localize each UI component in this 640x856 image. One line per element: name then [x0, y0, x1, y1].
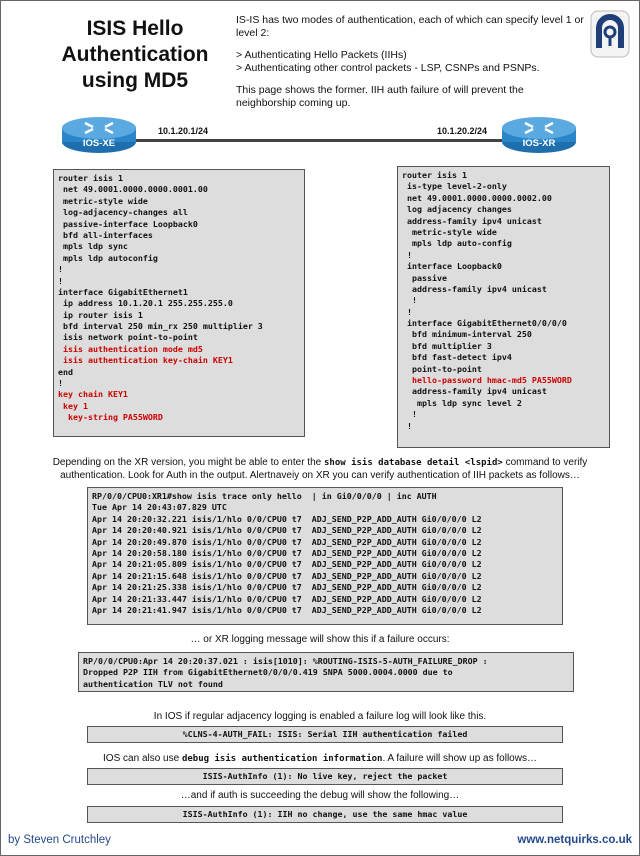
code-line: RP/0/0/CPU0:Apr 14 20:20:37.021 : isis[1010]: %ROUTING-ISIS-5-AUTH_FAILURE_DROP : [83, 656, 488, 666]
code-line: authentication TLV not found [83, 678, 223, 689]
code-line: address-family ipv4 unicast [402, 283, 547, 294]
code-line: passive [402, 272, 447, 283]
paragraph-xr-logging: … or XR logging message will show this if a failure occurs: [190, 634, 450, 645]
code-line: ip router isis 1 [58, 309, 143, 320]
code-line: interface Loopback0 [402, 261, 502, 272]
code-line: is-type level-2-only [402, 181, 507, 192]
netquirks-logo-icon [590, 10, 630, 58]
ios-log-box: %CLNS-4-AUTH_FAIL: ISIS: Serial IIH authentication failed [87, 726, 563, 743]
paragraph-xr-verify-pre: Depending on the XR version, you might be able to enter the [52, 457, 324, 468]
intro-text [236, 14, 586, 119]
code-line: Apr 14 20:20:32.221 isis/1/hlo 0/0/CPU0 t7 ADJ_SEND_P2P_ADD_AUTH Gi0/0/0/0 L2 [92, 513, 482, 524]
code-line: Apr 14 20:21:33.447 isis/1/hlo 0/0/CPU0 t7 ADJ_SEND_P2P_ADD_AUTH Gi0/0/0/0 L2 [92, 593, 482, 604]
code-line: Apr 14 20:20:49.870 isis/1/hlo 0/0/CPU0 t7 ADJ_SEND_P2P_ADD_AUTH Gi0/0/0/0 L2 [92, 536, 482, 547]
code-line: metric-style wide [58, 195, 148, 206]
code-line: isis network point-to-point [58, 332, 198, 343]
footer-site-link[interactable]: www.netquirks.co.uk [517, 834, 632, 846]
code-line: ! [58, 264, 63, 275]
link-line [96, 139, 536, 142]
paragraph-xr-verify-post: command to verify authentication. Look for Auth in the output. Alertnaveiy on XR you can verify authentication of IIH packets as follows… [60, 457, 588, 481]
paragraph-xr-verify [30, 457, 610, 482]
ios-xe-config-box [53, 169, 305, 437]
code-line: isis authentication mode md5 [58, 343, 203, 354]
code-line: Apr 14 20:21:05.809 isis/1/hlo 0/0/CPU0 t7 ADJ_SEND_P2P_ADD_AUTH Gi0/0/0/0 L2 [92, 559, 482, 570]
code-line: ! [402, 420, 412, 431]
code-line: log-adjacency-changes all [58, 207, 188, 218]
code-line: bfd multiplier 3 [402, 340, 492, 351]
code-line: Dropped P2P IIH from GigabitEthernet0/0/0/0.419 SNPA 5000.0004.0000 due to [83, 667, 453, 678]
code-line: bfd fast-detect ipv4 [402, 352, 512, 363]
router-label-ios-xe: IOS-XE [82, 138, 116, 149]
code-line: net 49.0001.0000.0000.0002.00 [402, 192, 552, 203]
intro-bullet-2: > Authenticating other control packets - LSP, CSNPs and PSNPs. [236, 62, 540, 74]
paragraph-ios-debug-pre: IOS can also use [103, 753, 182, 764]
code-line: address-family ipv4 unicast [402, 215, 542, 226]
title-line-3: using MD5 [81, 69, 189, 92]
debug-fail-box: ISIS-AuthInfo (1): No live key, reject the packet [87, 768, 563, 785]
code-line: hello-password hmac-md5 PA55WORD [402, 375, 572, 386]
code-line: ! [402, 295, 417, 306]
debug-ok-box: ISIS-AuthInfo (1): IIH no change, use the same hmac value [87, 806, 563, 823]
code-line: mpls ldp sync level 2 [402, 397, 522, 408]
code-line: key-string PA55WORD [58, 412, 163, 423]
code-line: ip address 10.1.20.1 255.255.255.0 [58, 298, 233, 309]
code-line: ! [58, 378, 63, 389]
paragraph-ios-debug [30, 753, 610, 766]
code-line: net 49.0001.0000.0000.0001.00 [58, 184, 208, 195]
code-line: ! [402, 249, 412, 260]
trace-output-box [87, 487, 563, 625]
code-line: Apr 14 20:21:25.338 isis/1/hlo 0/0/CPU0 t7 ADJ_SEND_P2P_ADD_AUTH Gi0/0/0/0 L2 [92, 582, 482, 593]
code-line: bfd all-interfaces [58, 229, 153, 240]
ip-label-left: 10.1.20.1/24 [158, 126, 209, 136]
code-line: Tue Apr 14 20:43:07.829 UTC [92, 502, 227, 513]
intro-bullet-1: > Authenticating Hello Packets (IIHs) [236, 49, 407, 61]
xr-log-box [78, 652, 574, 692]
code-line: Apr 14 20:20:40.921 isis/1/hlo 0/0/CPU0 t7 ADJ_SEND_P2P_ADD_AUTH Gi0/0/0/0 L2 [92, 525, 482, 536]
paragraph-debug-success: …and if auth is succeeding the debug will show the following… [180, 790, 460, 801]
intro-paragraph-1: IS-IS has two modes of authentication, each of which can specify level 1 or level 2: [236, 14, 584, 39]
code-line: address-family ipv4 unicast [402, 386, 547, 397]
code-line: router isis 1 [402, 170, 467, 180]
paragraph-ios-debug-post: . A failure will show up as follows… [382, 753, 537, 764]
code-line: router isis 1 [58, 173, 123, 183]
code-line: mpls ldp sync [58, 241, 128, 252]
code-line: interface GigabitEthernet0/0/0/0 [402, 318, 567, 329]
code-line: mpls ldp autoconfig [58, 252, 158, 263]
page-title [40, 16, 230, 94]
code-line: bfd minimum-interval 250 [402, 329, 532, 340]
code-line: metric-style wide [402, 226, 497, 237]
paragraph-ios-logging: In IOS if regular adjacency logging is enabled a failure log will look like this. [153, 711, 487, 722]
ip-label-right: 10.1.20.2/24 [437, 126, 488, 136]
code-line: Apr 14 20:21:41.947 isis/1/hlo 0/0/CPU0 t7 ADJ_SEND_P2P_ADD_AUTH Gi0/0/0/0 L2 [92, 604, 482, 615]
code-line: key chain KEY1 [58, 389, 128, 400]
title-line-1: ISIS Hello [86, 17, 184, 40]
code-line: Apr 14 20:20:58.180 isis/1/hlo 0/0/CPU0 t7 ADJ_SEND_P2P_ADD_AUTH Gi0/0/0/0 L2 [92, 547, 482, 558]
code-line: ! [58, 275, 63, 286]
ios-xr-config-box [397, 166, 610, 448]
code-line: log adjacency changes [402, 204, 512, 215]
code-line: passive-interface Loopback0 [58, 218, 198, 229]
code-line: ! [402, 409, 417, 420]
paragraph-xr-verify-cmd: show isis database detail <lspid> [324, 458, 503, 468]
code-line: point-to-point [402, 363, 482, 374]
code-line: bfd interval 250 min_rx 250 multiplier 3 [58, 321, 263, 332]
paragraph-ios-debug-cmd: debug isis authentication information [181, 754, 383, 764]
intro-paragraph-3: This page shows the former. IIH auth failure of will prevent the neighborship coming up. [236, 84, 524, 109]
footer-author: by Steven Crutchley [8, 834, 111, 846]
code-line: interface GigabitEthernet1 [58, 286, 188, 297]
code-line: RP/0/0/CPU0:XR1#show isis trace only hello | in Gi0/0/0/0 | inc AUTH [92, 491, 437, 501]
code-line: mpls ldp auto-config [402, 238, 512, 249]
router-label-ios-xr: IOS-XR [522, 138, 556, 149]
code-line: key 1 [58, 400, 88, 411]
title-line-2: Authentication [61, 43, 209, 66]
code-line: end [58, 366, 73, 377]
code-line: Apr 14 20:21:15.648 isis/1/hlo 0/0/CPU0 t7 ADJ_SEND_P2P_ADD_AUTH Gi0/0/0/0 L2 [92, 570, 482, 581]
code-line: isis authentication key-chain KEY1 [58, 355, 233, 366]
code-line: ! [402, 306, 412, 317]
